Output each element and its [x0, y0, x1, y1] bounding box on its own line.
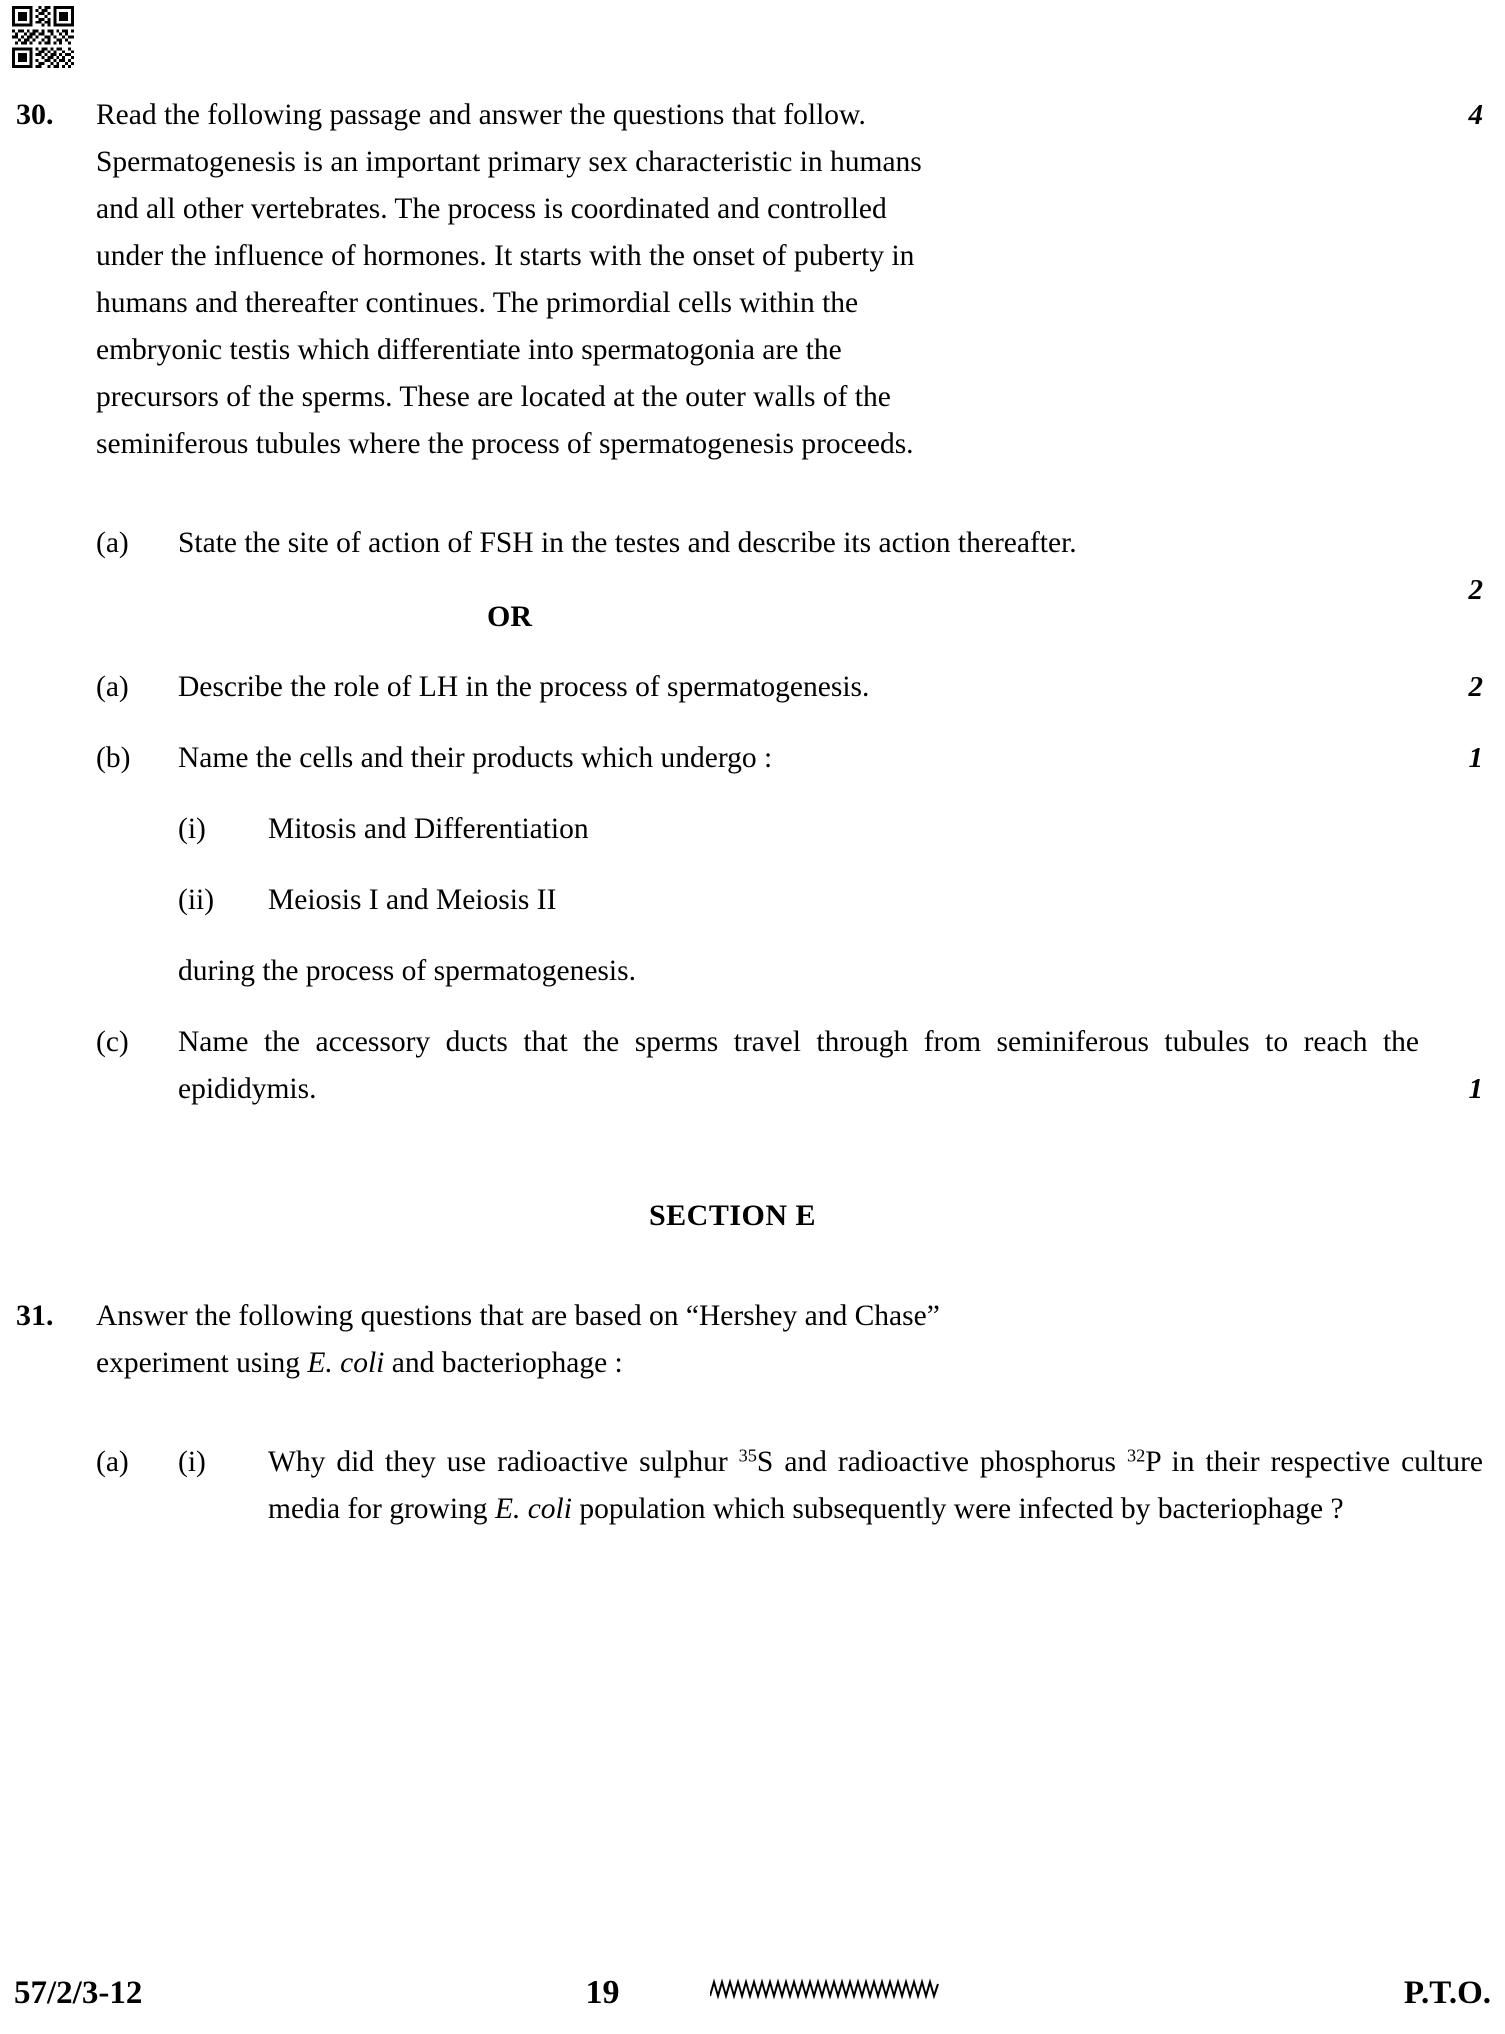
isotope-32-superscript: 32: [1126, 1445, 1146, 1466]
question-30-part-a: [96, 520, 1483, 606]
part-a-label: (a): [96, 527, 129, 559]
question-31-number: 31.: [16, 1299, 54, 1332]
isotope-35-superscript: 35: [738, 1445, 757, 1466]
q31-text-pre: Why did they use radioactive sulphur: [268, 1446, 739, 1478]
part-b-item-ii-label: (ii): [178, 884, 215, 916]
question-31-prompt-line-2: [96, 1340, 1483, 1387]
q31-prompt-pre: experiment using: [96, 1347, 308, 1379]
part-b-closing: during the process of spermatogenesis.: [178, 955, 636, 987]
page-content: [0, 92, 1505, 1533]
question-30-body: [96, 92, 1505, 1113]
part-b-marks: 1: [1468, 742, 1483, 774]
part-a-alt-label: (a): [96, 671, 129, 703]
q31-part-a-text: [268, 1439, 1483, 1533]
question-30-prompt-line: [96, 92, 1483, 139]
question-30-marks: 4: [1468, 99, 1483, 131]
part-a-alt-text-content: Describe the role of LH in the process of spermatogenesis.: [178, 671, 870, 703]
section-e-heading: SECTION E: [648, 1199, 817, 1232]
question-30-part-a-alt: [96, 664, 1483, 711]
q31-part-a-body: [268, 1439, 1483, 1533]
question-30-prompt: Read the following passage and answer the questions that follow.: [96, 99, 866, 131]
part-b-body: [178, 735, 1483, 995]
question-31: [0, 1293, 1505, 1533]
part-b-item-i-label: (i): [178, 813, 206, 845]
paper-code: 57/2/3-12: [14, 1975, 143, 2011]
part-a-alt-text: [178, 664, 1483, 711]
q31-prompt-post: and bacteriophage :: [384, 1347, 623, 1379]
turn-over-label: P.T.O.: [1403, 1975, 1491, 2011]
passage-line: Spermatogenesis is an important primary sex characteristic in humans: [96, 146, 922, 178]
passage-line: precursors of the sperms. These are located at the outer walls of the: [96, 381, 891, 413]
passage-line: under the influence of hormones. It starts with the onset of puberty in: [96, 240, 915, 272]
part-a-marks: 2: [1468, 574, 1483, 606]
or-divider: OR: [487, 600, 532, 633]
part-c-label: (c): [96, 1026, 129, 1058]
q31-text-post: population which subsequently were infected by bacteriophage ?: [571, 1493, 1344, 1525]
passage-line: seminiferous tubules where the process of spermatogenesis proceeds.: [96, 428, 914, 460]
part-b-item-ii: [178, 877, 1483, 924]
q31-text-mid1: S and radioactive phosphorus: [756, 1446, 1127, 1478]
q31-species-italic: E. coli: [307, 1347, 385, 1379]
question-30-part-c: [96, 1019, 1483, 1113]
part-a-text: [178, 520, 1483, 567]
q31-text-mid2: P in their respective culture media for growing: [268, 1446, 1483, 1525]
page-number: 19: [585, 1974, 620, 2011]
part-c-marks: 1: [1468, 1073, 1483, 1105]
part-a-alt-body: [178, 664, 1483, 711]
part-b-item-i-text: Mitosis and Differentiation: [268, 813, 589, 845]
q31-part-a-roman-label: (i): [178, 1446, 206, 1478]
part-c-body: [178, 1019, 1483, 1113]
part-a-text-content: State the site of action of FSH in the testes and describe its action thereafter.: [178, 527, 1077, 559]
part-c-text-content: Name the accessory ducts that the sperms travel through from seminiferous tubules to reach the epididymis.: [178, 1026, 1419, 1105]
question-30-part-b: [96, 735, 1483, 995]
passage-line: humans and thereafter continues. The primordial cells within the: [96, 287, 859, 319]
part-b-text-content: Name the cells and their products which undergo :: [178, 742, 773, 774]
part-a-body: [178, 520, 1483, 606]
part-b-item-i: [178, 806, 1483, 853]
passage-line: embryonic testis which differentiate into spermatogonia are the: [96, 334, 842, 366]
qr-code-icon: [12, 6, 74, 68]
question-31-prompt-line-1: Answer the following questions that are based on “Hershey and Chase”: [96, 1300, 940, 1332]
question-31-body: [96, 1293, 1505, 1533]
zigzag-rule-icon: [710, 1976, 940, 2002]
page-footer: [0, 1958, 1505, 2012]
part-c-text: [178, 1019, 1483, 1113]
part-b-item-ii-text: Meiosis I and Meiosis II: [268, 884, 557, 916]
question-30: [0, 92, 1505, 1113]
q31-species-italic-2: E. coli: [494, 1493, 572, 1525]
q31-part-a-label: (a): [96, 1446, 129, 1478]
question-31-part-a: [96, 1439, 1483, 1533]
part-b-text: [178, 735, 1483, 782]
part-a-alt-marks: 2: [1468, 671, 1483, 703]
passage-line: and all other vertebrates. The process is coordinated and controlled: [96, 193, 887, 225]
part-b-label: (b): [96, 742, 131, 774]
question-30-number: 30.: [16, 98, 54, 131]
